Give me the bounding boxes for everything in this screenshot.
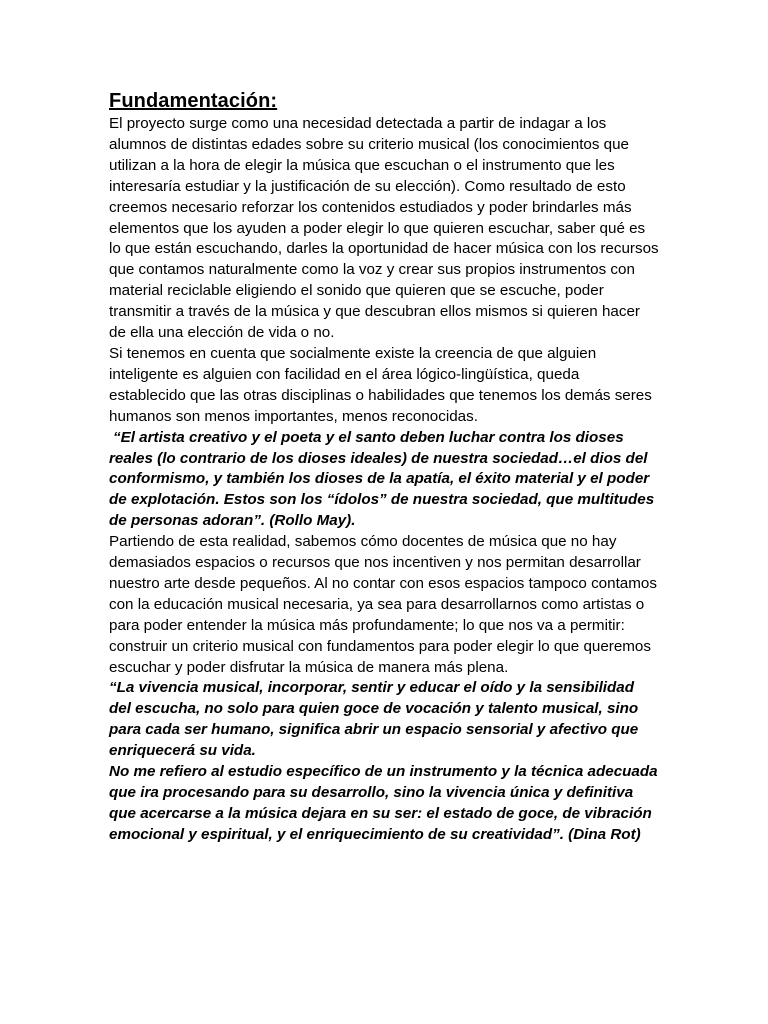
quote-dina-rot-part-1: “La vivencia musical, incorporar, sentir y educar el oído y la sensibilidad del escucha, no solo para quien goce de vocación y talento musical, sino para cada ser humano, significa abrir un espacio sensorial y afectivo que enriquecerá su vida. (109, 679, 639, 760)
paragraph-reality: Partiendo de esta realidad, sabemos cómo docentes de música que no hay demasiados espacios o recursos que nos incentiven y nos permitan desarrollar nuestro arte desde pequeños. Al no contar con esos espacios tampoco contamos con la educación musical necesaria, ya sea para desarrollarnos como artistas o para poder entender la música más profundamente; lo que nos va a permitir: construir un criterio musical con fundamentos para poder elegir lo que queremos escuchar y poder disfrutar la música de manera más plena. (109, 533, 657, 676)
paragraph-social-belief: Si tenemos en cuenta que socialmente existe la creencia de que alguien inteligente es alguien con facilidad en el área lógico-lingüística, queda establecido que las otras disciplinas o habilidades que tenemos los demás seres humanos son menos importantes, menos reconocidas. (109, 344, 652, 425)
quote-dina-rot-part-2: No me refiero al estudio específico de un instrumento y la técnica adecuada que ira procesando para su desarrollo, sino la vivencia única y definitiva que acercarse a la música dejara en su ser: el estado de goce, de vibración emocional y espiritual, y el enriquecimiento de su creatividad”. (Dina Rot) (109, 763, 658, 843)
quote-rollo-may: “El artista creativo y el poeta y el santo deben luchar contra los dioses reales (lo contrario de los dioses ideales) de nuestra sociedad…el dios del conformismo, y también los dioses de la apatía, el éxito material y el poder de explotación. Estos son los “ídolos” de nuestra sociedad, que multitudes de personas adoran”. (Rollo May). (109, 428, 655, 530)
paragraph-project-origin: El proyecto surge como una necesidad detectada a partir de indagar a los alumnos de distintas edades sobre su criterio musical (los conocimientos que utilizan a la hora de elegir la música que escuchan o el instrumento que les interesaría estudiar y la justificación de su elección). Como resultado de esto creemos necesario reforzar los contenidos estudiados y poder brindarles más elementos que los ayuden a poder elegir lo que quieren escuchar, saber qué es lo que están escuchando, darles la oportunidad de hacer música con los recursos que contamos naturalmente como la voz y crear sus propios instrumentos con material reciclable eligiendo el sonido que quieren que se escuche, poder transmitir a través de la música y que descubran ellos mismos si quieren hacer de ella una elección de vida o no. (109, 115, 659, 342)
document-title: Fundamentación: (109, 90, 278, 112)
document-page (109, 88, 659, 846)
